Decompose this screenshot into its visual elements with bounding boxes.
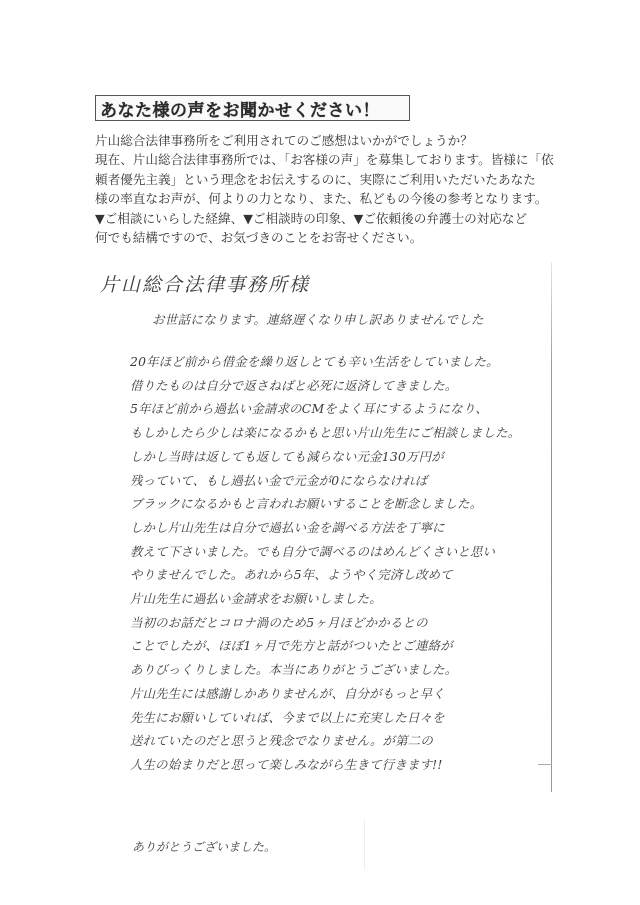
- intro-line: 何でも結構ですので、お気づきのことをお寄せください。: [95, 230, 423, 246]
- intro-line: 片山総合法律事務所をご利用されてのご感想はいかがでしょうか？: [95, 133, 473, 148]
- letter-line: 片山先生には感謝しかありませんが、自分がもっと早く: [130, 685, 445, 701]
- letter-line: 教えて下さいました。でも自分で調べるのはめんどくさいと思い: [130, 543, 496, 559]
- letter-line: ことでしたが、ほぼ1ヶ月で先方と話がついたとご連絡が: [130, 638, 453, 654]
- letter-closing: ありがとうございました。: [132, 840, 277, 854]
- letter-line: 片山先生に過払い金請求をお願いしました。: [130, 591, 382, 607]
- letter-line: 当初のお話だとコロナ渦のため5ヶ月ほどかかるとの: [130, 614, 428, 630]
- letter-line: 人生の始まりだと思って楽しみながら生きて行きます!!: [130, 756, 443, 772]
- letter-line: もしかしたら少しは楽になるかもと思い片山先生にご相談しました。: [130, 425, 521, 441]
- letter-line: 20年ほど前から借金を繰り返しとても辛い生活をしていました。: [130, 354, 499, 369]
- page-title-box: [95, 95, 410, 121]
- letter-line: 送れていたのだと思うと残念でなりません。が第二の: [130, 733, 433, 749]
- letter-greeting: お世話になります。連絡遅くなり申し訳ありませんでした: [152, 312, 484, 327]
- letter-line: しかし片山先生は自分で過払い金を調べる方法を丁寧に: [130, 519, 445, 535]
- letter-body: [130, 350, 550, 777]
- letter-line: 5年ほど前から過払い金請求のCMをよく耳にするようになり、: [130, 401, 489, 417]
- letter-line: しかし当時は返しても返しても減らない元金130万円が: [130, 448, 444, 464]
- letter-addressee: 片山総合法律事務所様: [100, 274, 311, 296]
- letter-line: 残っていて、もし過払い金で元金が0にならなければ: [130, 472, 428, 488]
- intro-line: 現在、片山総合法律事務所では、「お客様の声」を募集しております。皆様に「依: [95, 152, 554, 168]
- letter-line: やりませんでした。あれから5年、ようやく完済し改めて: [130, 567, 453, 583]
- letter-line: ブラックになるかもと言われお願いすることを断念しました。: [130, 496, 483, 512]
- letter-line: 先生にお願いしていれば、今まで以上に充実した日々を: [130, 709, 445, 725]
- intro-line: 様の率直なお声が、何よりの力となり、また、私どもの今後の参考となります。: [95, 191, 548, 207]
- intro-text: [95, 131, 555, 247]
- letter-line: ありびっくりしました。本当にありがとうございました。: [130, 662, 458, 678]
- page-title: あなた様の声をお聞かせください！: [100, 100, 380, 121]
- intro-line: 頼者優先主義」という理念をお伝えするのに、実際にご利用いただいたあなた: [95, 171, 536, 187]
- letter-frame-border: [551, 262, 552, 792]
- scan-artifact-line: [364, 820, 365, 870]
- intro-line: ▼ご相談にいらした経緯、▼ご相談時の印象、▼ご依頼後の弁護士の対応など: [95, 210, 528, 226]
- letter-line: 借りたものは自分で返さねばと必死に返済してきました。: [130, 377, 458, 393]
